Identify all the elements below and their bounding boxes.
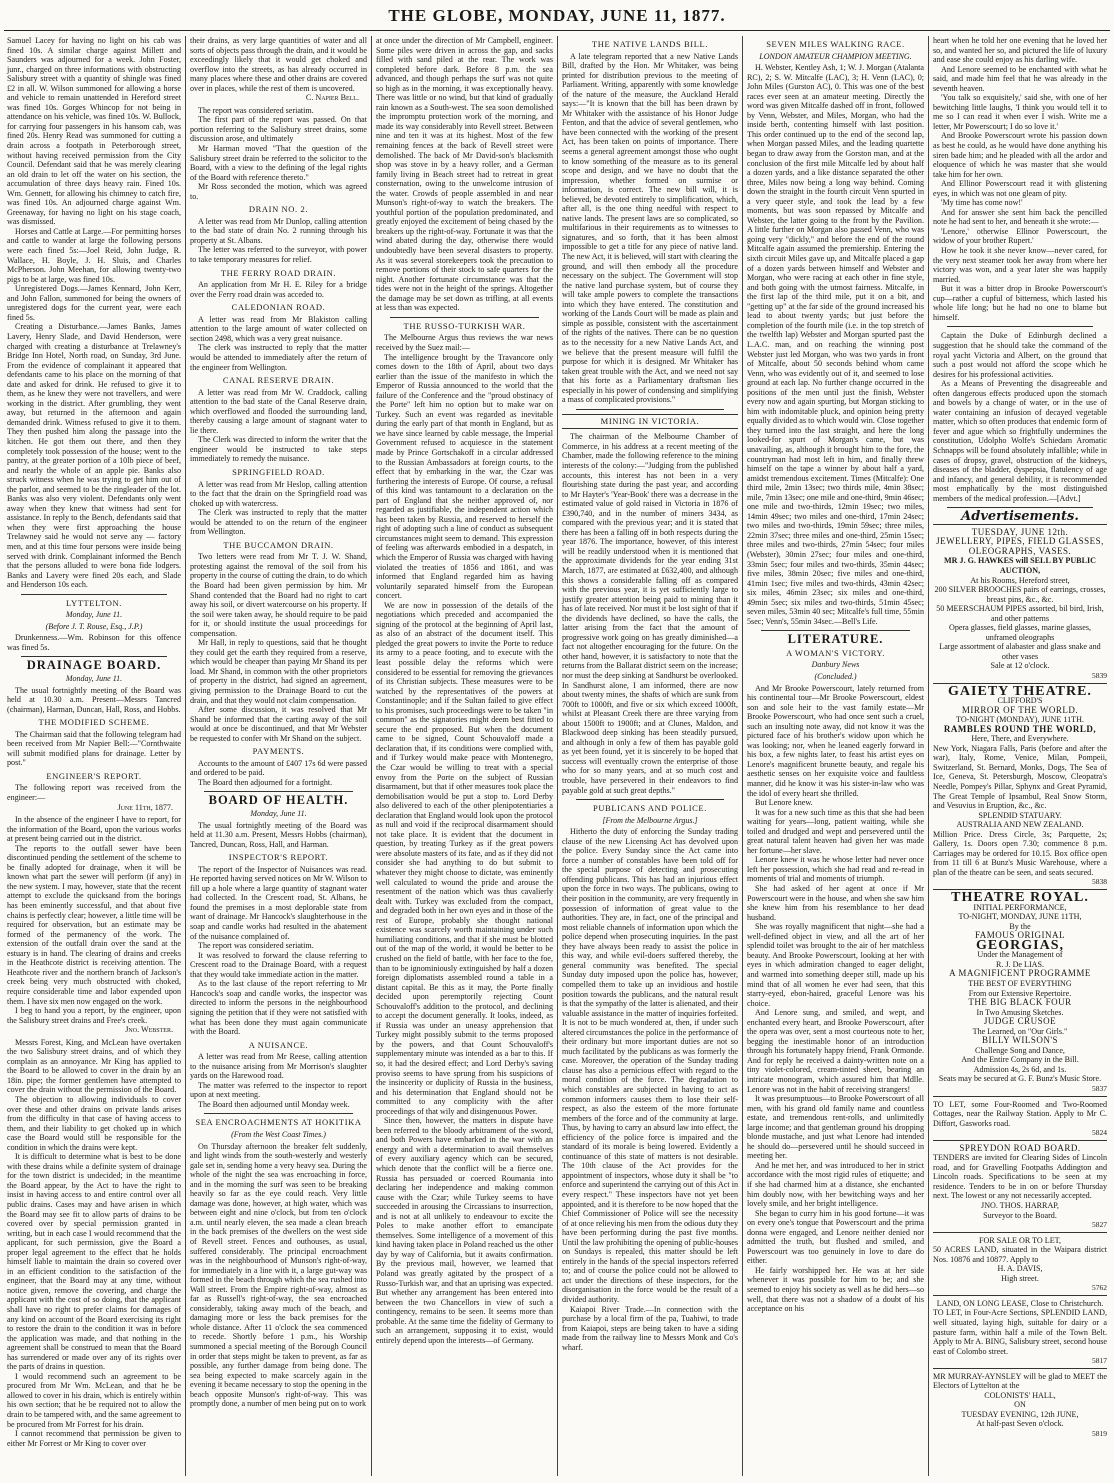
ad-number: 5839 xyxy=(1092,671,1107,680)
article-paragraph: It was resolved to forward the clause referring to Crescent road to the Drainage Board, with a request that they would take immediate action in the matter. xyxy=(190,950,367,979)
article-paragraph: at once under the direction of Mr Campbell, engineer. Some piles were driven in across the gap, and sacks filled with sand piled at the rear. The work was completed before dark. Before 8 p.m. the sea advanced, and though perhaps the surf was not quite so high as in the morning, it was exceptionally heavy. There was little or no wind, but that kind of gradually rain known as a South-west. The sea soon demolished the impromptu protection work of the morning, and made its way considerably into Revell street. Between nine and ten it was at its highest. Most of the few remaining fences at the back of Revell street were demolished. The back of Mr David-son's blacksmith shop was stove in by a heavy roller, and a German family living in Beach street had to retreat in great consternation, owing to the unwelcome intrusion of the water. Crowds of people assembled in and near Munson's right-of-way to watch the breakers. The youthful portion of the population predominated, and greatly enjoyed the excitement of being chased by the breakers up the right-of-way. Fortunate it was that the wind abated during the day, otherwise there would undoubtedly have been several disasters to property. As it was several storekeepers took the precaution to remove portions of their stock to safe quarters for the night. Another fortunate circumstance was that the tides were not in the height of the springs. Altogether the damage may be set down as trifling, at all events at less than was expected. xyxy=(376,36,553,313)
article-paragraph: The objection to allowing individuals to cover over these and other drains on private lands arises from the difficulty in that case of having access to them, and their liability to get choked up in which case the Board would still be responsible for the condition in which the drains were kept. xyxy=(7,1094,181,1152)
article-paragraph: The first part of the report was passed. On that portion referring to the Salisbury street drains, some discussion arose, and ultimately xyxy=(190,115,367,144)
ad-murray-aynsley-meeting xyxy=(933,1368,1107,1441)
article-paragraph: Mr Hall, in reply to questions, said that he thought they could get the earth they required from a reserve, which would be cheaper than paying Mr Shand its per load. Mr Shand, in common with the other proprietors of property in the district, had signed an agreement, giving permission to the Drainage Board to cut the drain, and that they would not claim compensation. xyxy=(190,638,367,705)
ad-line: COLONISTS' HALL, xyxy=(984,1390,1056,1400)
story-paragraph: And Brooke Powerscourt wrote his passion down as best he could, as he would have done anything his siren bade him; and he pleaded with all the ardor and eloquence of which he was master that she would take him for her own. xyxy=(933,131,1107,179)
article-paragraph: Since then, however, the matters in dispute have been referred to the bloody arbitrament of the sword, and both Powers have embarked in the war with an energy and with a determination to avail themselves of every auxiliary agency which can be secured, which denote that the conflict will be a fierce one. Russia has persuaded or coerced Roumania into declaring her independence and making common cause with the Czar; while Turkey seems to have succeeded in arousing the Circassians to insurrection, and is not at all unlikely to endeavour to excite the Poles to make another effort to emancipate themselves. Some intelligence of a movement of this kind having taken place in Poland reached us the other day by way of California, but it awaits confirmation. By the previous mail, however, we learned that Poland was greatly agitated by the prospect of a Russo-Turkish war, and that an uprising was expected. But whether any arrangement has been entered into between the two Chancellors in view of such a contingency, remains to be seen. It seems more than probable. At the same time the fidelity of Germany to such an arrangement, supposing it to exist, would entirely depend upon the interests—of Germany. xyxy=(376,1116,553,1345)
ad-line: FAMOUS ORIGINAL xyxy=(974,930,1066,941)
column-5 xyxy=(744,36,927,1476)
ad-line: 50 MEERSCHAUM PIPES assorted, bil bird, Irish, and other patterns xyxy=(936,604,1104,623)
article-paragraph: H. Webster, Kentley Ash, 1; W. J. Morgan (Atalanta RC), 2; S. W. Mitcalfe (LAC), 3; H. Venn (LAC), 0; John Miles (Gurston AC), 0. This was one of the best races ever seen at an amateur meeting. Directly the word was given Mitcalfe dashed off in front, followed by Venn, Webster, and Miles, Morgan, who had the inside berth, contenting himself with last position. This order continued up to the end of the second lap, when Morgan passed Miles, and the leading quartette began to draw away from the Gorston man, and at the conclusion of the first mile Mitcalfe led by about half a dozen yards, and a like distance separated the other three, Miles now being a long way behind. Coming down the straight in the fourth circuit Venn spurted in a very queer style, and took the lead by a few moments, but was soon repassed by Mitcalfe and Webster, the latter going to the front by the Pavilion. A little further on Morgan also passed Venn, who was going very "dickly," and before the end of the round Mitcalfe again assumed the premiership. Entering the sixth circuit Miles gave up, and Mitcalfe placed a gap of a dozen yards between himself and Webster and Morgan, who were racing at each other in fine style, and both going with the utmost fairness. Mitcalfe, in the first lap of the third mile, put it on a bit, and "getting up" at the far side of the ground increased his lead to about twenty yards; but just before the completion of the fourth mile (i.e. in the top stretch of the twelfth lap) Webster and Morgan spurted past the L.A.C. man, and on reaching the winning post Webster just led Morgan, who was two yards in front of Mitcalfe, about 50 seconds behind whom came Venn, who was evidently out of it, and seemed to lose ground at each lap. No further change occurred in the positions of the men until just the finish, Webster every now and again spurting, but Morgan sticking to him with indomitable pluck, and opinion being pretty equally divided as to which would win. Close together they turned into the last straight, and here the long looked-for spurt of Morgan's came, but was unavailing, as, although it brought him to the fore, the countryman had most left in him, and finally threw himself on the tape a winner by about half a yard, amidst tremendous excitement. Times (Mitcalfe): One third mile, 2min 13sec; two thirds mile, 4min 38sec; mile, 7min 13sec; one mile and one-third, 9min 46sec; one mile and two-thirds, 12min 19sec; two miles, 14min 49sec; two miles and one-third, 17min 24sec; two miles and two-thirds, 19min 59sec; three miles, 22min 37sec; three miles and one-third, 25min 15sec; three miles and two-thirds, 27min 54sec; four miles (Webster), 30min 27sec; four miles and one-third, 33min 5sec; four miles and two-thirds, 35min 44sec; five miles, 38min 20sec; five miles and one-third, 41min 1sec; five miles and two-thirds, 43min 42sec; six miles, 46min 23sec; six miles and one-third, 49min 5sec; six miles and two-thirds, 51min 45sec; seven miles, 53min 40 sec; Mitcalfe's full time, 55min 5sec; Venn's, 55min 34sec.—Bell's Life. xyxy=(747,63,924,626)
subheading: LONDON AMATEUR CHAMPION MEETING. xyxy=(759,51,912,61)
ad-line: CLIFFORD'S xyxy=(997,696,1043,706)
article-paragraph: The report was considered seriatim. xyxy=(198,941,314,951)
article-paragraph: The reports to the outfall sewer have been discontinued pending the settlement of the scheme to be finally adopted for drainage, when it will be known what part the sewer will perform (if any) in the new system. I may, however, state that the recent attempt to exclude the quicksand from the borings has been eminently successful, and that about five chains is perfectly clear; however, a little time will be required for observation, but an estimate may be formed of the permanency of the work. The extension of the outfall drain over the sand at the estuary is in hand. The clearing of drains and creeks in the Heathcote district is receiving attention. The Heathcote river and the northern branch of Jackson's creek being very much obstructed with choked, require considerable time and labor expended upon them. I have six men now engaged on the work. xyxy=(7,843,181,1006)
story-paragraph: 'You talk so exquisitely,' said she, with one of her bewitching little laughs, 'I think you would tell it to me so I can read it when ever I wish. Write me a letter, Mr Powerscourt; I do so love it.' xyxy=(933,93,1107,131)
ad-line: The Learned, on "Our Girls." xyxy=(972,1026,1068,1036)
ad-number: 5827 xyxy=(1092,1220,1107,1230)
story-paragraph: And for answer she sent him back the pencilled note he had sent to her, and beneath it she wrote:— xyxy=(933,207,1107,227)
ad-spreydon-road-board xyxy=(933,1140,1107,1232)
subheading: SPRINGFIELD ROAD. xyxy=(232,466,325,477)
story-paragraph: And Ellinor Powerscourt read it with glistening eyes, in which was not one gleam of pity. xyxy=(933,179,1107,198)
article-paragraph: A letter was read from Mr Reese, calling attention to the nuisance arising from Mr Morrison's slaughter yards on the Harewood road. xyxy=(190,1052,367,1081)
column-divider xyxy=(742,36,743,1476)
column-divider xyxy=(928,36,929,1476)
article-paragraph: I would recommend such an agreement to be procured from Mr Wm. McLean, and that he be allowed to cover in his drain, which is entirely within his own section; that he be required not to allow the drain to be tampered with, and the same agreement to be procured from Mr Forrest for his drain. xyxy=(7,1371,181,1429)
date-line: June 11th, 1877. xyxy=(117,802,173,812)
article-paragraph: The usual fortnightly meeting of the Board was held at 10.30 a.m. Present—Messrs Tancred (chairman), Harman, Duncan, Hall, Ross, and Hobbs. xyxy=(7,685,181,714)
article-paragraph: The letter was referred to the surveyor, with power to take temporary measures for relief. xyxy=(190,245,367,265)
article-paragraph: The following report was received from the engineer:— xyxy=(7,783,181,803)
ad-line: Under the Management of xyxy=(977,950,1063,960)
story-paragraph: He fairly worshipped her. He was at her side whenever it was possible for him to be; and she seemed to enjoy his society as well as he did hers—so well, that there was not a shadow of a doubt of his acceptance on his xyxy=(747,1265,924,1314)
story-paragraph: And Mr Brooke Powerscourt, lately returned from his continental tour—Mr Brooke Powerscourt, eldest son and sole heir to the vast family estate—Mr Brooke Powerscourt, who had once sent such a cruel, such an insulting note away, did not know it was the pictured face of his brother's widow upon which he was looking; nor, when he leaned eagerly forward in his box, a few nights later, to feast his artist eyes on Lenore's magnificent brunette beauty, and regale his aesthetic senses on her exquisite voice and faultless manner, did he know it was his sister-in-law who was the idol of every heart she thrilled. xyxy=(747,683,924,798)
article-paragraph: After some discussion, it was resolved that Mr Shand be informed that the carting away of the soil would at once be discontinued, and that Mr Webster be requested to confer with Mr Shand on the subject. xyxy=(190,705,367,743)
ad-line: RAMBLES ROUND THE WORLD, xyxy=(943,723,1097,734)
ad-line: AUSTRALIA AND NEW ZEALAND. xyxy=(956,820,1084,830)
article-paragraph: We are now in possession of the details of the negotiations which preceded and accompanied the signing of the protocol at the beginning of April last, as also of an abstract of the document itself. This pledged the great powers to invite the Porte to reduce its army to a peace footing, and to execute with the least possible delay the reforms which were considered to be essential for removing the grievances of its Christian subjects. These measures were to be watched by the representatives of the powers at Constantinople; and if the Sultan failed to give effect to his promises, such proceedings were to be taken "in common" as the signatories might deem best fitted to secure the end proposed. But when the document came to be signed, Count Schouvaloff made a declaration that, if its conditions were complied with, and if Turkey would make peace with Montenegro, the Czar would be willing to treat with a special envoy from the Porte on the subject of Russian disarmament, but that if other measures took place the demobilisation would be put a stop to. Lord Derby also delivered to each of the other plenipotentiaries a declaration that England would look upon the protocol as null and void if the reciprocal disarmament should not take place. It is evident that the document in question, by treating Turkey as if the great powers were absolute masters of its fate, and as if they did not consider she had anything to do but submit to whatever they might choose to dictate, was eminently well calculated to wound the pride and arouse the resentment of the nation which was thus cavalierly dealt with. Turkey was excluded from the compact, and degraded both in her own eyes and in those of the rest of Europe, probably she thought national existence was scarcely worth maintaining under such humiliating conditions, and that if she must be blotted out of the map of the world, it would be better to be crushed on the field of battle, with her face to the foe, than to be ignominiously extinguished by half a dozen foreign diplomatists assembled round a table in a distant capital. Be this as it may, the Porte finally decided upon peremptorily rejecting Count Schouvaloff's addition to the protocol, and declining to accept the document generally. It looks, indeed, as if Russia was under an uneasy apprehension that Turkey might possibly submit to the terms proposed by the powers, and that Count Schouvaloff's supplementary minute was intended as a bar to this. If so, it had the desired effect; and Lord Derby's saving proviso seems to have sprung from his suspicions of the insincerity or duplicity of Russia in the business, and his determination that England should not be committed to any complicity with the after proceedings of that wily and disingenuous Power. xyxy=(376,600,553,1116)
ad-line: 200 SILVER BROOCHES pairs of earrings, crosses, breast pins, &c., &c. xyxy=(934,585,1106,604)
ad-line: TO LET, in Four-Acre Sections, SPLENDID LAND, well situated, laying high, suitable for dairy or a pasture farm, within half a mile of the Town Belt. Apply to Mr A. BING, Salisbury street, second house east of Colombo street. xyxy=(933,1308,1107,1356)
story-paragraph: But it was a bitter drop in Brooke Powerscourt's cup—rather a cupful of bitterness, which lasted his whole life long; but he had no one to blame but himself. xyxy=(933,284,1107,322)
ad-line: R. J. De LIAS. xyxy=(995,959,1045,969)
story-paragraph: heart when he told her one evening that he loved her so, and wanted her so, and pictured the life of luxury and ease she could enjoy as his darling wife. xyxy=(933,36,1107,65)
date-line: Monday, June 11. xyxy=(65,610,123,620)
divider xyxy=(21,594,167,595)
court-report: Drunkenness.—Wm. Robinson for this offence was fined 5s. xyxy=(7,633,181,652)
ad-land-on-lease xyxy=(933,1295,1107,1368)
article-paragraph: On Thursday afternoon the breaker felt suddenly, and light winds from the south-westerly and westerly gale set in, sending home a very heavy sea. During the whole of the night the sea was encroaching in force, and in the morning the surf was seen to be breaking heavily so far as the eye could reach. Very little damage was done, however, at high water, which was between eight and nine o'clock, but from ten o'clock a.m. until nearly eleven, the sea made a clean breach in the back premises of the dwellers on the west side of Revell street. Fences and outhouses, as usual, suffered considerably. The principal encroachment was in the neighbourhood of Munson's right-of-way, for immediately in a line with it, a large gut-way was formed in the beach through which the sea rushed into Wall street. From the Empire right-of-way, almost as far as Russell's right-of-way, the sea encroached considerably, taking away much of the beach, and damaging more or less the back premises for the whole distance. After 11 o'clock the sea commenced to recede. Shortly before 1 p.m., his Worship summoned a special meeting of the Borough Council in order that steps might be taken to prevent, as far as possible, any further damage from being done. The sea being expected to make scarcely again in the evening it became necessary to stop the opening in the beach opposite Munson's right-of-way. This was promptly done, a number of men being put on to work xyxy=(190,1141,367,1409)
subheading: THE MODIFIED SCHEME. xyxy=(38,717,150,728)
source-line: (From the West Coast Times.) xyxy=(231,1129,326,1139)
ad-line: Seats may be secured at G. F. Bunz's Music Store. xyxy=(938,1074,1102,1084)
ad-line: And the Entire Company in the Bill. xyxy=(961,1055,1079,1065)
subheading: DRAIN NO. 2. xyxy=(248,204,309,215)
article-paragraph: The usual fortnightly meeting of the Board was held at 11.30 a.m. Present, Messrs Hobbs (chairman), Tancred, Duncan, Ross, Hall, and Harman. xyxy=(190,820,367,849)
story-paragraph: It was for a new such time as this that she had been waiting for years—long, patient waiting, while she toiled and drudged and wept and persevered until the great natural talent heaven had given her was made her fortune—her slave. xyxy=(747,807,924,855)
story-paragraph: She began to curry him in his good fortune—it was on every one's tongue that Powerscourt and the prima donna were engaged, and Lenore neither denied nor admitted the truth, but flushed and smiled, and Powerscourt was too genuinely in love to dare do either. xyxy=(747,1208,924,1266)
story-paragraph: And Lenore sung, and smiled, and wept, and enchanted every heart, and Brooke Powerscourt, after the opera was over, sent a most courteous note to her, begging the inestimable honor of an introduction through his fortunately happy friend, Frank Ormonde. And for reply he received a dainty-written note on a tiny violet-colored, cream-tinted sheet, bearing an intricate monogram, which assured him that Mdlle. Lenore was not in the habit of receiving strangers! xyxy=(747,1008,924,1094)
article-paragraph: A letter was read from Mr Dunlop, calling attention to the bad state of drain No. 2 running through his property at St. Albans. xyxy=(190,216,367,245)
date-line: Monday, June 11. xyxy=(250,809,307,819)
newspaper-masthead: THE GLOBE, MONDAY, JUNE 11, 1877. xyxy=(388,6,726,25)
story-paragraph: It was presumptuous—to Brooke Powerscourt of all men, with his grand old family name and countless estate, and tremendous rent-rolls, and unlimitedly large income; and that gentleman ground his dropping blonde mustache, and just what Lenore had intended he should do—persevered until he should succeed in meeting her. xyxy=(747,1094,924,1161)
ad-title: LAND, ON LONG LEASE, Close to Christchurch. xyxy=(936,1298,1104,1308)
ad-line: In Two Amusing Sketches. xyxy=(976,1007,1064,1017)
ad-line: A MAGNIFICENT PROGRAMME xyxy=(949,968,1091,979)
divider xyxy=(204,791,353,792)
ad-number: 5824 xyxy=(1092,1128,1107,1138)
divider xyxy=(947,326,1093,327)
news-item: Captain the Duke of Edinburgh declined a suggestion that he should take the command of the royal yacht Victoria and Albert, on the ground that such a post would not afford the scope which he desires for his professional activities. xyxy=(933,331,1107,379)
article-paragraph: A letter was read from Mr Heslop, calling attention to the fact that the drain on the Springfield road was choked up with watercress. xyxy=(190,479,367,508)
subheading: CANAL RESERVE DRAIN. xyxy=(222,375,335,386)
ad-number: 5837 xyxy=(1092,1083,1107,1093)
ad-date: TUESDAY, JUNE 12th. xyxy=(971,526,1069,537)
column-divider xyxy=(371,36,372,1476)
ad-number: 5838 xyxy=(1092,877,1107,887)
column-4 xyxy=(559,36,741,1476)
ad-line: Sale at 12 o'clock. xyxy=(990,661,1050,671)
article-paragraph: The Board then adjourned for a fortnight. xyxy=(198,777,333,787)
column-2 xyxy=(187,36,370,1476)
source-line: [From the Melbourne Argus.] xyxy=(602,815,698,825)
subheading: THE BUCCAMON DRAIN. xyxy=(223,539,334,550)
ad-line: TO LET, some Four-Roomed and Two-Roomed Cottages, near the Railway Station. Apply to Mr C. Diffort, Gasworks road. xyxy=(933,1099,1107,1128)
ad-line: At his Rooms, Hereford street, xyxy=(970,575,1070,585)
ad-line: SPLENDID STATUARY. xyxy=(978,810,1062,820)
ad-line: MR J. G. HAWKES will SELL BY PUBLIC AUCTION, xyxy=(944,556,1096,575)
story-paragraph: How he took it she never know—never cared, for the very next steamer took her away from where her victory was won, and a year later she was happily married. xyxy=(933,246,1107,284)
article-paragraph: A letter was read from Mr Blakiston calling attention to the large amount of water collected on section 2498, which was a very great nuisance. xyxy=(190,314,367,343)
section-heading-board-of-health: BOARD OF HEALTH. xyxy=(208,793,349,808)
ad-land-for-sale xyxy=(933,1232,1107,1295)
article-paragraph: A late telegram reported that a new Native Lands Bill, drafted by the Hon. Mr Whitaker, was being printed for distribution previous to the meeting of Parliament. Writing, apparently with some knowledge of the nature of the measure, the Auckland Herald says:—"It is known that the bill has been drawn by Mr Whitaker with the assistance of his Honor Judge Fenton, and that the advice of several gentlemen, who have been connected with the working of the present Act, has been taken on points of importance. There seems a general agreement amongst those who ought to know something of the measure as to its general scope and design, and we have no doubt that the impression, whether formed on surmise or information, is correct. The new bill will, it is believed, be devoted entirely to simplification, which, after all, is the one thing needful with respect to native lands. The present laws are so complicated, so multifarious in their requirements as to witnesses to signatures, and so forth, that it has been almost impossible to get a title for any piece of native land. The new Act, it is believed, will start with clearing the ground, and will then embody all the procedure necessary on the subject. The Government will stop the native land purchase system, but of course they will take ample powers to complete the transactions into which they have entered. The constitution and working of the Lands Court will be made as plain and simple as possible, consistent with the ascertainment of the rights of the natives. There can be no question as to the necessity for a new Native Lands Act, and we believe that the present measure will fulfil the purpose for which it is designed. Mr Whitaker has taken great trouble with the Act, and we need not say that his forte as a Parliamentary draftsman lies especially in his power of condensing and simplifying a mass of complicated provisions." xyxy=(562,51,738,405)
ad-line: TO-NIGHT (MONDAY), JUNE 11TH. xyxy=(956,715,1084,725)
article-paragraph: The clerk was instructed to reply that the matter would be attended to immediately after the return of the engineer from Wellington. xyxy=(190,343,367,372)
story-paragraph: But Lenore knew. xyxy=(755,798,813,808)
article-paragraph: I beg to hand you a report, by the engineer, upon the Salisbury street drains and Free's creek. xyxy=(7,1006,181,1025)
article-paragraph: Hitherto the duty of enforcing the Sunday trading clause of the new Licensing Act has devolved upon the police. Every Sunday since the Act came into force a number of constables have been told off for the special purpose of detecting and prosecuting offending publicans. This has had an injurious effect upon the force in two ways. The publicans, owing to their position in the community, are very frequently in possession of information of great value to the authorities. They are, in fact, one of the principal and most reliable channels of information upon which the police depend when prosecuting inquiries. In the past they have always been ready to assist the police in this way, and while evil-doers suffered thereby, the general community was benefited. The special Sunday duty imposed upon the police has, however, compelled them to take up an invidious and hostile position towards the publicans, and the natural result is that the sympathy of the latter is alienated, and their valuable assistance in the matter of inquiries forfeited. It is not to be much wondered at, then, if under such altered circumstances the police in the performance of their ordinary but more important duties are not so much facilitated by the publicans as was formerly the case. Moreover, the operation of the Sunday trading clause has also a pernicious effect with regard to the moral condition of the force. The degradation to which constables are subjected in having to act as common informers causes them to lose their self-respect, as also the esteem of the more fortunate members of the force and of the community at large. Thus, by having to carry an absurd law into effect, the efficiency of the police force is impaired and the standard of its morale is being lowered. Evidently a continuance of this state of matters is not desirable. The 10th clause of the Act provides for the appointment of inspectors, whose duty it shall be "to enforce and superintend the carrying out of this Act in every respect." These inspectors have not yet been appointed, and it is therefore to be now hoped that the Chief Commissioner of Police will see the necessity of at once relieving his men from the odious duty they have been performing during the past five months. Until the law prohibiting the opening of public-houses on Sundays is repealed, this matter should be left entirely in the hands of the special inspectors referred to; and of course the police could not be allowed to act under the directions of these inspectors, for the disorganisation in the force would be the result of a divided authority. xyxy=(562,827,739,1304)
section-heading-native-lands-bill: THE NATIVE LANDS BILL. xyxy=(591,39,709,49)
ad-line: Here, There, and Everywhere. xyxy=(971,734,1069,744)
ad-line: H. A. DAVIS, xyxy=(997,1264,1043,1274)
article-paragraph: The report was considered seriatim. xyxy=(198,105,314,115)
ad-line: By the xyxy=(1009,921,1031,931)
court-report: Creating a Disturbance.—James Banks, James Lavery, Henry Slade, and David Henderson, were charged with creating a disturbance at Trelawney's Bridge Inn Hotel, North road, on Sunday, 3rd June. From the evidence of complainant it appeared that defendants came to his place on the morning of that date and asked for drink. He refused to give it to them, as he knew they were not travellers, and were working in the district. After grumbling, they went away, but returned in the afternoon and again demanded drink. Witness refused to give it to them. They then pushed him along the passage into the kitchen. He got them out there, and then they completely took possession of the house; went to the pantry, at the greater portion of a 10lb piece of beef, and nearly the whole of an apple pie. Banks also struck witness when he was trying to get him out of the parlor, and seemed to be the ringleader of the lot. Banks was also very violent. Defendants only went away when they knew that witness had sent for assistance. In reply to the Bench, defendants said that when they were first approaching the house Trelawney said he would not serve any — factory men, and at this time four persons were inside being served with drink. Complainant informed the Bench that the persons alluded to were bona fide lodgers. Banks and Lavery were fined 20s each, and Slade and Henderson 10s each. xyxy=(7,322,181,590)
divider xyxy=(390,317,539,318)
article-paragraph: their drains, as very large quantities of water and all sorts of objects pass through the drain, and it would be exceedingly likely that it would get choked and overflow into the streets, as has already occurred in many places where these and other drains are covered over in places, while the rest of them is uncovered. xyxy=(190,36,367,93)
signature: C. Napier Bell. xyxy=(305,93,359,103)
divider xyxy=(576,409,724,410)
story-paragraph: Lenore knew it was he whose letter had never once left her possession, which she had read and re-read in moments of trial and moments of triumph. xyxy=(747,855,924,884)
ad-title: THEATRE ROYAL. xyxy=(951,890,1089,906)
article-paragraph: In the absence of the engineer I have to report, for the information of the Board, upon the various works at present being carried out in the district. xyxy=(7,815,181,844)
ad-jewellery-auction xyxy=(933,524,1107,683)
ad-title: GAIETY THEATRE. xyxy=(948,683,1092,699)
divider xyxy=(21,656,167,657)
ad-line: Admission 4s, 2s 6d, and 1s. xyxy=(973,1064,1067,1074)
ad-number: 5817 xyxy=(1092,1356,1107,1366)
section-heading-publicans-and-police: PUBLICANS AND POLICE. xyxy=(593,803,707,814)
ad-line: MIRROR OF THE WORLD. xyxy=(961,704,1079,715)
article-paragraph: Messrs Forest, King, and McLean have overtaken the two Salisbury street drains, and of which they complain as an annoyance. Mr King has applied to the Board to be allowed to cover in the drain by an 18in. pipe; the former gentlemen have attempted to cover the drain without the permission of the Board. xyxy=(7,1037,181,1095)
ad-line: New York, Niagara Falls, Paris (before and after the war), Italy, Rome, Venice, Milan, Pompeii, Switzerland, St. Bernard, Monks, Dogs, The Sea of Ice, Geneva, St. Petersburgh, Moscow, Cleopatra's Needle, Pompey's Pillar, Sphynx and Great Pyramid, The Great Temple of Ipsambul, Real Snow Storm, and Vesuvius in Eruption, &c., &c. xyxy=(933,743,1107,811)
ad-number: 5819 xyxy=(1092,1429,1107,1439)
article-paragraph: The Melbourne Argus thus reviews the war news received by the Suez mail:— xyxy=(376,333,553,352)
subheading: CALEDONIAN ROAD. xyxy=(231,302,326,313)
ad-number: 5762 xyxy=(1092,1283,1107,1293)
article-paragraph: The report of the Inspector of Nuisances was read. He reported having served notices on Mr W. Wilson to fill up a hole where a large quantity of stagnant water had collected. In the Crescent road, St. Albans, he found the premises in a most deplorable state from want of drainage. Mr Hancock's slaughterhouse in the soap and candle works had resulted in the abatement of the nuisance complained of. xyxy=(190,864,367,941)
medical-advertisement: As a Means of Preventing the disagreeable and often dangerous effects produced upon the stomach and bowels by a change of water, or in the use of water containing an infusion of decayed vegetable matter, which so often produces that endemic form of fever and ague which so frightfully undermines the constitution, Udolpho Wolfe's Schiedam Aromatic Schnapps will be found absolutely infallible; while in cases of dropsy, gravel, obstruction of the kidneys, diseases of the bladder, dyspepsia, flatulency of age and infancy, and general debility, it is recommended most emphatically by the most distinguished members of the medical profession.—[Advt.] xyxy=(933,379,1107,503)
divider xyxy=(576,799,724,800)
court-report: Horses and Cattle at Large.—For permitting horses and cattle to wander at large the following persons were each fined 5s:—Joel Reid, John Judge, R. Wallace, H. Boyle, J. H. Sluis, and Charles McPherson. John Meehan, for allowing twenty-two pigs to be at large, was fined 10s. xyxy=(7,226,181,284)
ad-title: SPREYDON ROAD BOARD. xyxy=(959,1142,1081,1153)
ad-line: JUDGE CRUSOE xyxy=(983,1016,1057,1027)
ad-title: JEWELLERY, PIPES, FIELD GLASSES, OLEOGRAPHS, VASES. xyxy=(936,536,1104,556)
ad-line: Challenge Song and Dance, xyxy=(975,1045,1065,1055)
article-paragraph: Accounts to the amount of £407 17s 6d were passed and ordered to be paid. xyxy=(190,758,367,778)
subheading: A NUISANCE. xyxy=(248,1039,309,1050)
article-paragraph: Two letters were read from Mr T. J. W. Shand, protesting against the removal of the soil from his property in the course of cutting the drain, to do which the Board had been given permission by him. Mr Shand contended that the Board had no right to cart away his soil, or divert watercourse on his property. If the soil were taken away, he should require to be paid for it, or should institute the usual proceedings for compensation. xyxy=(190,552,367,638)
article-paragraph: The intelligence brought by the Travancore only comes down to the 18th of April, about two days earlier than the issue of the manifesto in which the Emperor of Russia announced to the world that the failure of the Conference and the "proud obstinacy of the Porte" left him no option but to make war on Turkey. Such an event was regarded as inevitable during the early part of that month in England, but as we have since learned by cable message, the Imperial Government refused to acquiesce in the statement made by Prince Gortschakoff in a circular addressed to the Russian Ambassadors at foreign courts, to the effect that by embarking in the war, the Czar was furthering the interests of Europe. Of course, a refusal of this kind was tantamount to a declaration on the part of England that she neither approved of, nor regarded as justifiable, the independent action which has been taken by Russia, and reserved to herself the right of adopting such a line of conduct as subsequent circumstances might seem to demand. This expression of feeling was afterwards embodied in a despatch, in which the Emperor of Russia was charged with having violated the treaties of 1856 and 1861, and was informed that England regarded him as having voluntarily separated himself from the European concert. xyxy=(376,352,553,601)
article-paragraph: An application from Mr H. E. Riley for a bridge over the Ferry road drain was acceded to. xyxy=(190,280,367,299)
ad-line: Surveyor to the Board. xyxy=(983,1210,1057,1220)
subheading: THE FERRY ROAD DRAIN. xyxy=(220,267,337,278)
article-paragraph: The Clerk was directed to inform the writer that the engineer would be instructed to take steps immediately to remedy the nuisance. xyxy=(190,435,367,464)
section-heading-walking-race: SEVEN MILES WALKING RACE. xyxy=(766,39,905,49)
divider xyxy=(761,630,910,631)
column-divider xyxy=(185,36,186,1476)
ad-line: TO-NIGHT, MONDAY, JUNE 11TH, xyxy=(958,912,1082,922)
ad-line: MR MURRAY-AYNSLEY will be glad to MEET the Electors of Lyttelton at the xyxy=(933,1371,1107,1391)
court-report: Samuel Lacey for having no light on his cab was fined 10s. A similar charge against Millett and Saunders was adjourned for a week. John Foster, junr., charged on three informations with obstructing Salisbury street with a quantity of shingle was fined £2 in all. W. Wilson summoned for allowing a horse and vehicle to remain unattended in Hereford street was fined 10s. Gorges Whincop for not being in attendance on his vehicle, was fined 10s. W. Bullock, for carrying four passengers in his hansom cab, was fined 20s. Henry Read was summoned for cutting a drain across a footpath in Peterborough street, without having received permission from the City Council. Defendant said that he was merely clearing an old drain to let off the water on his section, the accumulation of three days heavy rain. Fined 10s. Wm. Gennett, for allowing his chimney to catch fire, was fined 10s. An adjourned charge against Wm. Greenaway, for having no light on his stage coach, was dismissed. xyxy=(7,36,181,227)
subheading: ENGINEER'S REPORT. xyxy=(46,770,142,781)
ad-title: FOR SALE OR TO LET, xyxy=(978,1235,1062,1245)
ad-line: 50 ACRES LAND, situated in the Waipara district Nos. 10876 and 10877. Apply to xyxy=(933,1245,1107,1264)
column-3 xyxy=(373,36,556,1476)
story-paragraph: And Lenore seemed to be enchanted with what he said, and made him feel that he was already in the seventh heaven. xyxy=(933,64,1107,93)
article-paragraph: The Clerk was instructed to reply that the matter would be attended to on the return of the engineer from Wellington. xyxy=(190,508,367,537)
ad-line: From our Extensive Repertoire. xyxy=(968,988,1072,998)
ad-line: GEORGIAS, xyxy=(976,937,1064,953)
article-paragraph: Mr Harman moved "That the question of the Salisbury street drain be referred to the solicitor to the Board, with a view to the defining of the legal rights of the Board with reference thereto." xyxy=(190,144,367,182)
masthead-rule xyxy=(4,30,1110,31)
divider xyxy=(947,507,1093,508)
ad-line: BILLY WILSON'S xyxy=(982,1035,1058,1046)
source-line: Danbury News xyxy=(811,660,860,670)
ad-line: ON xyxy=(1014,1400,1026,1410)
concluded-line: (Concluded.) xyxy=(814,672,857,681)
ad-line: Opera glasses, field glasses, marine glasses, unframed oleographs xyxy=(948,623,1092,642)
ad-line: Million Price. Dress Circle, 3s; Parquette, 2s; Gallery, 1s. Doors open 7.30; commence 8 p.m. Carriages may be ordered for 10.15. Box office open from 11 till 6 at Bunz's Music Warehouse, where a plan of the theatre can be seen, and seats secured. xyxy=(933,829,1107,877)
article-paragraph: I cannot recommend that permission be given to either Mr Forrest or Mr King to cover over xyxy=(7,1429,181,1448)
column-1 xyxy=(4,36,184,1476)
divider xyxy=(204,1113,353,1114)
bench-line: (Before J. T. Rouse, Esq., J.P.) xyxy=(45,621,143,631)
article-paragraph: The Chairman said that the following telegram had been received from Mr Napier Bell:—"Cornthwaite will submit modified plans for drainage. Letter by post." xyxy=(7,729,181,768)
article-paragraph: Mr Ross seconded the motion, which was agreed to. xyxy=(190,182,367,201)
ad-line: TUESDAY EVENING, 12th JUNE, xyxy=(961,1409,1079,1419)
ad-line: INITIAL PERFORMANCE, xyxy=(973,902,1067,912)
story-paragraph: She was royally magnificent that night—she had a well-defined object in view, and all the art of her splendid toilet was brought to the air of her matchless beauty. And Brooke Powerscourt, looking at her with eyes in which admiration changed to eager delight, and warmed into something deeper still, made up his mind that of all women he ever had seen, that this starry-eyed, ebon-haired, graceful Lenore was his choice. xyxy=(747,922,924,1008)
article-paragraph: Kaiapoi River Trade.—In connection with the purchase by a local firm of the pa, Tuahiwi, to trade from Kaiapoi, steps are being taken to have a siding made from the railway line to Messrs Monk and Co's wharf. xyxy=(562,1304,738,1352)
ad-line: High street. xyxy=(1001,1273,1039,1283)
section-heading-literature: LITERATURE. xyxy=(787,632,884,647)
article-paragraph: A letter was read from Mr W. Craddock, calling attention to the bad state of the Canal Reserve drain, which overflowed and flooded the surrounding land, thereby causing a large amount of stagnant water to lie there. xyxy=(190,387,367,435)
story-paragraph: She had asked of her agent at once if Mr Powerscourt were in the house, and when she saw him she knew him from his resemblance to her dead husband. xyxy=(747,884,924,922)
section-heading-russo-turkish-war: THE RUSSO-TURKISH WAR. xyxy=(403,320,526,331)
section-heading-sea-encroachments: SEA ENCROACHMENTS AT HOKITIKA xyxy=(195,1117,362,1128)
section-heading-drainage-board: DRAINAGE BOARD. xyxy=(26,658,162,673)
ad-line: At half-past Seven o'clock. xyxy=(976,1419,1064,1429)
subheading: INSPECTOR'S REPORT. xyxy=(228,852,329,863)
advertisements-header: Advertisements. xyxy=(961,509,1079,525)
story-paragraph: 'My time has come now!' xyxy=(941,198,1023,208)
column-divider xyxy=(557,36,558,1476)
article-paragraph: It is difficult to determine what is best to be done with these drains while a definite system of drainage for the town district is undecided; in the meantime the Board appear, by the Act to have the right to insist in having access to and entire control over all public drains. Cases may and have arisen in which the Board may see fit to allow parts of drains to be covered over by special permission granted in writing, but in each case I would recommend that the applicant, for such permission, give the Board a proper legal agreement to the effect that he holds himself liable to maintain the drain so covered over in an efficient condition to the satisfaction of the engineer, that the Board may at any time, without notice given, remove the covering, and charge the applicant with the cost of so doing, that the applicant shall have no right to prefer claims for damages of any kind on account of the Board exercising its right to restore the drain to the condition it was in before the application was made, and that nothing in the agreement shall be construed to mean that the Board has surrendered or made over any of its rights over the parts of drains in question. xyxy=(7,1152,181,1372)
article-paragraph: The Board then adjourned until Monday week. xyxy=(198,1099,350,1109)
ad-line: Large assortment of alabaster and glass snake and other vases xyxy=(939,642,1101,661)
section-heading-mining-in-victoria: MINING IN VICTORIA. xyxy=(562,414,738,430)
section-heading-lyttelton: LYTTELTON. xyxy=(66,597,122,608)
ad-cottages-to-let xyxy=(933,1096,1107,1140)
ad-line: THE BIG BLACK FOUR xyxy=(968,997,1072,1008)
ad-theatre-royal xyxy=(933,889,1107,1095)
story-paragraph: And he met her, and was introduced to her in strict accordance with the most rigid rules of etiquette; and if she had charmed him at a distance, she enchanted him doubly now, with her bewitching ways and her lovely smile, and her bright intelligence. xyxy=(747,1160,924,1209)
ad-line: THE BEST OF EVERYTHING xyxy=(968,978,1072,988)
ad-line: TENDERS are invited for Clearing Sides of Lincoln road, and for Gravelling Footpaths Addington and Lincoln roads. Specifications to be seen at my residence. Tenders to be in on or before Thursday next. The lowest or any not necessarily accepted. xyxy=(933,1153,1107,1201)
article-paragraph: The chairman of the Melbourne Chamber of Commerce, in his address at a recent meeting of the Chamber, made the following reference to the mining interests of the colony:—"Judging from the published accounts, this interest has not been in a very flourishing state during the past year, and according to Mr Hayter's 'Year-Book' there was a decrease in the estimated value of gold raised in Victoria in 1876 of £390,740, and in the number of miners 3434, as compared with the previous year; and it is stated that there has been a falling off in both respects during the year 1876. The importance, however, of this interest will be readily understood when it is mentioned that the approximate dividends for the year ending 31st March, 1877, are estimated at £632,400, and although this shows a considerable falling off as compared with the previous year, it is yet sufficiently large to justify greater attention being paid to mining than it has of late received. Nor must it be lost sight of that if the dividends have declined, so have the calls, the latter arising from the fact that the amount of progressive work going on has greatly diminished—a fact not altogether encouraging for the future. On the other hand, however, it is satisfactory to note that the returns from the Ballarat district seem on the increase; nor must the deep sinking at Sandhurst be overlooked. In Sandhurst alone, I am informed, there are now about twenty mines, the shafts of which are sunk from 700ft to 1000ft, and five or six which exceed 1000ft, whilst at Pleasant Creek there are three varying from about 1500ft to 1900ft; and at Clunes, Maldon, and Blackwood deep sinking has been steadily pursued, and although in only a few of them has payable gold as yet been found, yet it is sincerely to be hoped that success will eventually crown the enterprise of those who for so many years, and at so much cost and trouble, have persevered in their endeavors to find payable gold at such great depths." xyxy=(562,432,739,795)
court-report: Unregistered Dogs.—James Kennard, John Kerr, and John Fallon, summoned for being the owners of unregistered dogs for the current year, were each fined 5s. xyxy=(7,284,181,322)
column-6 xyxy=(930,36,1110,1476)
ad-line: JNO. THOS. HARRAP, xyxy=(981,1200,1059,1210)
story-title: A WOMAN'S VICTORY. xyxy=(786,647,885,658)
date-line: Monday, June 11. xyxy=(65,674,123,683)
signature: Jno. Webster. xyxy=(125,1025,173,1035)
story-paragraph: 'Lenore,' otherwise Ellinor Powerscourt, the widow of your brother Rupert.' xyxy=(933,226,1107,246)
ad-gaiety-theatre xyxy=(933,683,1107,889)
article-paragraph: As to the last clause of the report referring to Mr Hancock's soap and candle works, the inspector was directed to inform the persons in the neighbourhood signing the petition that if they were not satisfied with what has been done they must again communicate with the Board. xyxy=(190,979,367,1037)
subheading: PAYMENTS. xyxy=(252,746,305,757)
article-paragraph: The matter was referred to the inspector to report upon at next meeting. xyxy=(190,1080,367,1100)
